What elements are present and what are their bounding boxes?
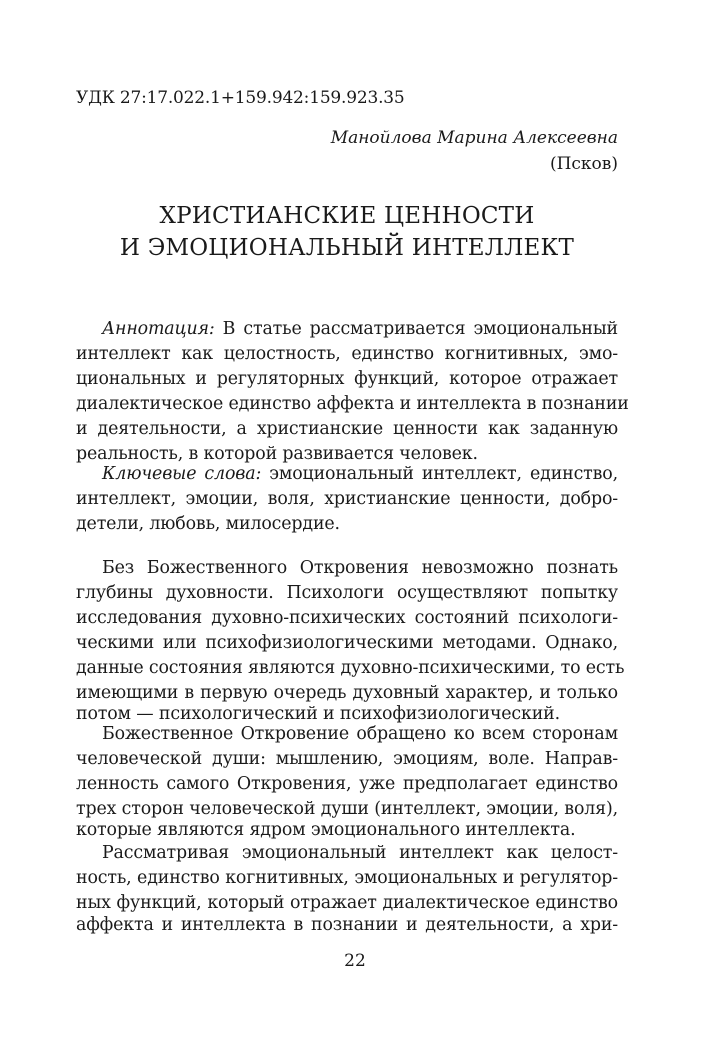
body-line: Без Божественного Откровения невозможно познать: [102, 558, 618, 578]
body-line: Божественное Откровение обращено ко всем сторонам: [102, 724, 618, 744]
body-line: ность, единство когнитивных, эмоциональных и регулятор-: [76, 868, 618, 888]
keywords-line: интеллект, эмоции, воля, христианские ценности, добро-: [76, 489, 618, 509]
author-city: (Псков): [549, 154, 618, 174]
body-line: Рассматривая эмоциональный интеллект как целост-: [102, 843, 618, 863]
abstract-line: и деятельности, а христианские ценности как заданную: [76, 419, 618, 439]
body-line: которые являются ядром эмоционального интеллекта.: [76, 820, 576, 840]
udc-code: УДК 27:17.022.1+159.942:159.923.35: [76, 88, 405, 108]
abstract-first-line: [102, 318, 618, 341]
body-line: данные состояния являются духовно-психическими, то есть: [76, 658, 625, 678]
body-line: потом — психологический и психофизиологический.: [76, 704, 560, 724]
keywords-first-line: [102, 463, 618, 486]
body-line: имеющими в первую очередь духовный характер, и только: [76, 683, 618, 703]
body-line: человеческой души: мышлению, эмоциям, воле. Направ-: [76, 749, 618, 769]
abstract-line: интеллект как целостность, единство когнитивных, эмо-: [76, 344, 618, 364]
title-line-1: ХРИСТИАНСКИЕ ЦЕННОСТИ: [159, 203, 535, 229]
abstract-label: Аннотация:: [102, 319, 215, 339]
keywords-first-line-text: эмоциональный интеллект, единство,: [261, 464, 618, 484]
body-line: ческими или психофизиологическими методами. Однако,: [76, 633, 618, 653]
abstract-line: циональных и регуляторных функций, которое отражает: [76, 369, 618, 389]
author-name: Манойлова Марина Алексеевна: [330, 128, 618, 148]
body-line: глубины духовности. Психологи осуществляют попытку: [76, 583, 618, 603]
author-block: [331, 125, 618, 177]
abstract-line: реальность, в которой развивается человек.: [76, 444, 478, 464]
keywords-line: детели, любовь, милосердие.: [76, 514, 340, 534]
article-title: [76, 200, 618, 264]
abstract-first-line-text: В статье рассматривается эмоциональный: [214, 319, 618, 339]
body-line: ленность самого Откровения, уже предполагает единство: [76, 774, 618, 794]
body-line: исследования духовно-психических состояний психологи-: [76, 608, 618, 628]
abstract-line: диалектическое единство аффекта и интеллекта в познании: [76, 394, 629, 414]
keywords-label: Ключевые слова:: [102, 464, 262, 484]
body-line: ных функций, который отражает диалектическое единство: [76, 893, 618, 913]
title-line-2: И ЭМОЦИОНАЛЬНЫЙ ИНТЕЛЛЕКТ: [119, 235, 575, 261]
page-number: 22: [344, 951, 366, 971]
body-line: аффекта и интеллекта в познании и деятельности, а хри-: [76, 915, 618, 935]
body-line: трех сторон человеческой души (интеллект, эмоции, воля),: [76, 799, 618, 819]
